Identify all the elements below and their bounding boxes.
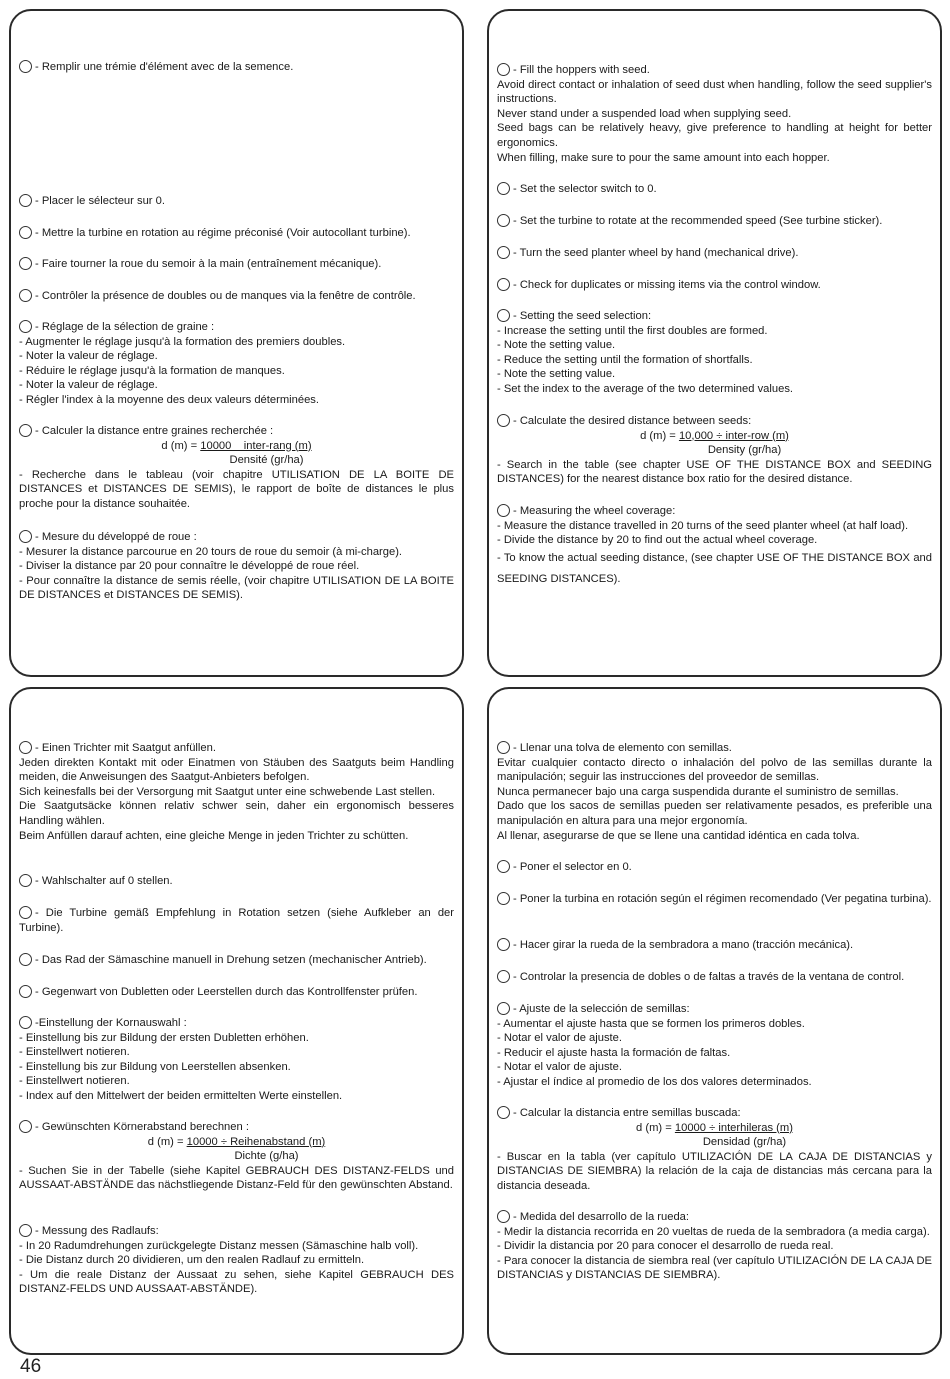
step-line: - Dividir la distancia por 20 para conocer el desarrollo de rueda real. — [497, 1240, 834, 1253]
step-line: - Search in the table (see chapter USE OF THE DISTANCE BOX and SEEDING DISTANCES) for the nearest distance box ratio for the desired distance. — [497, 458, 932, 486]
step-line: - Die Distanz durch 20 dividieren, um den realen Radlauf zu ermitteln. — [19, 1254, 365, 1267]
step-line: Al llenar, asegurarse de que se llene una cantidad idéntica en cada tolva. — [497, 829, 860, 842]
step-heading: -Einstellung der Kornauswahl : — [35, 1017, 187, 1029]
step-text: - Wahlschalter auf 0 stellen. — [35, 875, 173, 887]
step-heading: - Measuring the wheel coverage: — [513, 505, 676, 517]
step-seed-selection — [19, 320, 454, 408]
checkbox-circle-icon — [19, 226, 32, 239]
formula-numerator: 10,000 ÷ inter-row (m) — [678, 429, 789, 442]
step-heading: - Calculate the desired distance between seeds: — [513, 415, 752, 427]
step-selector — [497, 860, 932, 875]
step-line: Die Saatgutsäcke können relativ schwer sein, daher ein ergonomisch besseres Handling wählen. — [19, 800, 454, 827]
step-line: - Einstellung bis zur Bildung der ersten Dubletten erhöhen. — [19, 1031, 309, 1044]
step-line: - Suchen Sie in der Tabelle (siehe Kapitel GEBRAUCH DES DISTANZ-FELDS und AUSSAAT-ABSTÄNDE das nächstliegende Distanz-Feld für den gewünschten Abstand. — [19, 1164, 454, 1192]
step-text: - Remplir une trémie d'élément avec de la semence. — [35, 61, 294, 73]
step-wheel — [19, 953, 454, 968]
step-fill-hopper — [19, 60, 454, 75]
checkbox-circle-icon — [19, 953, 32, 966]
step-line: - Augmenter le réglage jusqu'à la formation des premiers doubles. — [19, 335, 346, 348]
step-turbine — [497, 214, 932, 229]
step-heading: - Llenar una tolva de elemento con semillas. — [513, 742, 732, 754]
step-line: - Index auf den Mittelwert der beiden ermittelten Werte einstellen. — [19, 1089, 343, 1102]
checkbox-circle-icon — [497, 1002, 510, 1015]
step-line: - Ajustar el índice al promedio de los dos valores determinados. — [497, 1075, 812, 1088]
step-fill-hopper — [497, 741, 932, 843]
step-line: - Increase the setting until the first doubles are formed. — [497, 324, 768, 337]
formula — [19, 1135, 454, 1150]
checkbox-circle-icon — [497, 309, 510, 322]
step-text: - Faire tourner la roue du semoir à la main (entraînement mécanique). — [35, 258, 382, 270]
checkbox-circle-icon — [497, 63, 510, 76]
step-heading: - Ajuste de la selección de semillas: — [513, 1003, 690, 1015]
step-wheel — [497, 938, 932, 953]
checkbox-circle-icon — [497, 182, 510, 195]
step-text: - Poner el selector en 0. — [513, 861, 632, 873]
step-line: - Einstellwert notieren. — [19, 1075, 130, 1088]
checkbox-circle-icon — [497, 860, 510, 873]
formula-numerator: 10000 ÷ interhileras (m) — [674, 1121, 793, 1134]
step-text: - Set the selector switch to 0. — [513, 183, 657, 195]
formula-prefix: d (m) = — [636, 1121, 675, 1134]
checkbox-circle-icon — [19, 320, 32, 333]
step-line: Jeden direkten Kontakt mit oder Einatmen von Stäuben des Saatguts beim Handling meiden, die Anweisungen des Saatgut-Anbieters befolgen. — [19, 756, 454, 784]
checkbox-circle-icon — [497, 214, 510, 227]
step-heading: - Medida del desarrollo de la rueda: — [513, 1211, 689, 1223]
step-line: - In 20 Radumdrehungen zurückgelegte Distanz messen (Sämaschine halb voll). — [19, 1239, 419, 1252]
checkbox-circle-icon — [497, 278, 510, 291]
step-wheel — [19, 257, 454, 272]
step-wheel-measure — [497, 1210, 932, 1283]
step-line: - Régler l'index à la moyenne des deux valeurs déterminées. — [19, 393, 320, 406]
step-line: - Notar el valor de ajuste. — [497, 1061, 622, 1074]
step-line: - Diviser la distance par 20 pour connaître le développé de roue réel. — [19, 560, 360, 573]
step-line: - To know the actual seeding distance, (see chapter USE OF THE DISTANCE BOX and SEEDING DISTANCES). — [497, 551, 932, 585]
formula-denominator: Densidad (gr/ha) — [702, 1136, 787, 1149]
step-line: - Noter la valeur de réglage. — [19, 379, 158, 392]
step-wheel — [497, 246, 932, 261]
step-line: Avoid direct contact or inhalation of seed dust when handling, follow the seed supplier's instructions. — [497, 78, 932, 106]
step-heading: - Mesure du développé de roue : — [35, 531, 197, 543]
step-check — [19, 289, 454, 304]
step-line: - Einstellwert notieren. — [19, 1046, 130, 1059]
step-distance — [497, 414, 932, 487]
formula-denominator: Densité (gr/ha) — [229, 454, 304, 467]
step-text: - Turn the seed planter wheel by hand (mechanical drive). — [513, 247, 799, 259]
panel-french — [9, 9, 464, 677]
step-heading: - Gewünschten Körnerabstand berechnen : — [35, 1121, 249, 1133]
step-line: Seed bags can be relatively heavy, give preference to handling at height for better ergonomics. — [497, 122, 932, 149]
checkbox-circle-icon — [19, 194, 32, 207]
step-turbine — [19, 906, 454, 935]
step-line: - Set the index to the average of the two determined values. — [497, 382, 794, 395]
formula — [19, 439, 454, 454]
step-wheel-measure — [19, 1224, 454, 1297]
step-distance — [19, 1120, 454, 1193]
step-text: - Placer le sélecteur sur 0. — [35, 195, 165, 207]
checkbox-circle-icon — [497, 246, 510, 259]
step-line: - Measure the distance travelled in 20 turns of the seed planter wheel (at half load). — [497, 519, 909, 532]
checkbox-circle-icon — [497, 938, 510, 951]
step-line: Never stand under a suspended load when supplying seed. — [497, 107, 792, 120]
step-check — [497, 278, 932, 293]
step-line: Evitar cualquier contacto directo o inhalación del polvo de las semillas durante la manipulación; seguir las instrucciones del proveedor de semillas. — [497, 756, 932, 784]
formula-prefix: d (m) = — [640, 429, 679, 442]
checkbox-circle-icon — [19, 60, 32, 73]
formula — [497, 1121, 932, 1136]
step-text: - Gegenwart von Dubletten oder Leerstellen durch das Kontrollfenster prüfen. — [35, 986, 418, 998]
step-line: Beim Anfüllen darauf achten, eine gleiche Menge in jeden Trichter zu schütten. — [19, 829, 409, 842]
formula-denominator: Density (gr/ha) — [707, 444, 782, 457]
step-text: - Check for duplicates or missing items via the control window. — [513, 279, 821, 291]
step-heading: - Fill the hoppers with seed. — [513, 64, 650, 76]
step-fill-hopper — [497, 63, 932, 165]
step-distance — [19, 424, 454, 512]
step-line: - Reduce the setting until the formation of shortfalls. — [497, 353, 753, 366]
checkbox-circle-icon — [19, 289, 32, 302]
formula — [497, 429, 932, 444]
step-heading: - Messung des Radlaufs: — [35, 1225, 159, 1237]
step-wheel-measure — [19, 530, 454, 603]
panel-english — [487, 9, 942, 677]
formula-numerator: 10000 ÷ Reihenabstand (m) — [186, 1135, 326, 1148]
checkbox-circle-icon — [497, 1106, 510, 1119]
step-line: When filling, make sure to pour the same amount into each hopper. — [497, 151, 830, 164]
panel-spanish — [487, 687, 942, 1355]
step-line: - Notar el valor de ajuste. — [497, 1032, 622, 1045]
checkbox-circle-icon — [19, 741, 32, 754]
checkbox-circle-icon — [497, 504, 510, 517]
checkbox-circle-icon — [19, 1224, 32, 1237]
checkbox-circle-icon — [19, 530, 32, 543]
step-text: - Poner la turbina en rotación según el régimen recomendado (Ver pegatina turbina). — [513, 893, 932, 905]
step-check — [497, 970, 932, 985]
formula-prefix: d (m) = — [147, 1135, 187, 1148]
step-line: - Noter la valeur de réglage. — [19, 350, 158, 363]
step-text: - Die Turbine gemäß Empfehlung in Rotation setzen (siehe Aufkleber an der Turbine). — [19, 907, 454, 934]
formula-denominator: Dichte (g/ha) — [234, 1150, 299, 1163]
step-line: Nunca permanecer bajo una carga suspendida durante el suministro de semillas. — [497, 785, 899, 798]
checkbox-circle-icon — [497, 1210, 510, 1223]
checkbox-circle-icon — [19, 874, 32, 887]
step-turbine — [19, 226, 454, 241]
step-text: - Set the turbine to rotate at the recommended speed (See turbine sticker). — [513, 215, 883, 227]
step-heading: - Einen Trichter mit Saatgut anfüllen. — [35, 742, 216, 754]
step-line: - Um die reale Distanz der Aussaat zu sehen, siehe Kapitel GEBRAUCH DES DISTANZ-FELDS UND AUSSAAT-ABSTÄNDE). — [19, 1268, 454, 1296]
step-heading: - Calculer la distance entre graines recherchée : — [35, 425, 274, 437]
step-line: - Buscar en la tabla (ver capítulo UTILIZACIÓN DE LA CAJA DE DISTANCIAS y DISTANCIAS DE SIEMBRA) la relación de la caja de distancias más cercana para la distancia deseada. — [497, 1150, 932, 1192]
step-selector — [19, 874, 454, 889]
checkbox-circle-icon — [19, 424, 32, 437]
step-line: - Note the setting value. — [497, 339, 616, 352]
checkbox-circle-icon — [19, 1120, 32, 1133]
checkbox-circle-icon — [19, 906, 32, 919]
checkbox-circle-icon — [19, 1016, 32, 1029]
step-selector — [497, 182, 932, 197]
step-line: - Aumentar el ajuste hasta que se formen los primeros dobles. — [497, 1017, 805, 1030]
step-line: - Reducir el ajuste hasta la formación de faltas. — [497, 1046, 731, 1059]
step-wheel-measure — [497, 504, 932, 590]
panel-german — [9, 687, 464, 1355]
step-line: - Pour connaître la distance de semis réelle, (voir chapitre UTILISATION DE LA BOITE DE DISTANCES et DISTANCES DE SEMIS). — [19, 574, 454, 602]
step-text: - Controlar la presencia de dobles o de faltas a través de la ventana de control. — [513, 971, 905, 983]
checkbox-circle-icon — [497, 970, 510, 983]
step-line: - Medir la distancia recorrida en 20 vueltas de rueda de la sembradora (a media carga). — [497, 1225, 930, 1238]
step-selector — [19, 194, 454, 209]
checkbox-circle-icon — [19, 985, 32, 998]
step-line: - Recherche dans le tableau (voir chapitre UTILISATION DE LA BOITE DE DISTANCES et DISTANCES DE SEMIS), le rapport de boîte de distances le plus proche pour la distance souhaitée. — [19, 468, 454, 510]
step-text: - Das Rad der Sämaschine manuell in Drehung setzen (mechanischer Antrieb). — [35, 954, 427, 966]
step-line: - Para conocer la distancia de siembra real (ver capítulo UTILIZACIÓN DE LA CAJA DE DISTANCIAS y DISTANCIAS DE SIEMBRA). — [497, 1254, 932, 1282]
formula-prefix: d (m) = — [161, 439, 201, 452]
step-seed-selection — [19, 1016, 454, 1104]
checkbox-circle-icon — [19, 257, 32, 270]
step-heading: - Setting the seed selection: — [513, 310, 652, 322]
step-line: - Einstellung bis zur Bildung von Leerstellen absenken. — [19, 1060, 291, 1073]
step-line: - Mesurer la distance parcourue en 20 tours de roue du semoir (à mi-charge). — [19, 545, 403, 558]
step-line: - Réduire le réglage jusqu'à la formation de manques. — [19, 364, 285, 377]
step-fill-hopper — [19, 741, 454, 843]
step-line: Dado que los sacos de semillas pueden ser relativamente pesados, es preferible una manipulación en altura para una mejor ergonomía. — [497, 800, 932, 827]
step-text: - Hacer girar la rueda de la sembradora a mano (tracción mecánica). — [513, 939, 854, 951]
step-line: - Note the setting value. — [497, 368, 616, 381]
step-text: - Contrôler la présence de doubles ou de manques via la fenêtre de contrôle. — [35, 290, 416, 302]
step-seed-selection — [497, 309, 932, 397]
step-line: Sich keinesfalls bei der Versorgung mit Saatgut unter eine schwebende Last stellen. — [19, 785, 436, 798]
step-text: - Mettre la turbine en rotation au régime préconisé (Voir autocollant turbine). — [35, 227, 411, 239]
checkbox-circle-icon — [497, 414, 510, 427]
page-number: 46 — [20, 1356, 42, 1377]
step-line: - Divide the distance by 20 to find out the actual wheel coverage. — [497, 534, 818, 547]
checkbox-circle-icon — [497, 892, 510, 905]
step-check — [19, 985, 454, 1000]
step-seed-selection — [497, 1002, 932, 1090]
step-heading: - Réglage de la sélection de graine : — [35, 321, 215, 333]
checkbox-circle-icon — [497, 741, 510, 754]
step-distance — [497, 1106, 932, 1194]
formula-numerator: 10000 inter-rang (m) — [200, 439, 312, 452]
step-turbine — [497, 892, 932, 907]
step-heading: - Calcular la distancia entre semillas buscada: — [513, 1107, 741, 1119]
